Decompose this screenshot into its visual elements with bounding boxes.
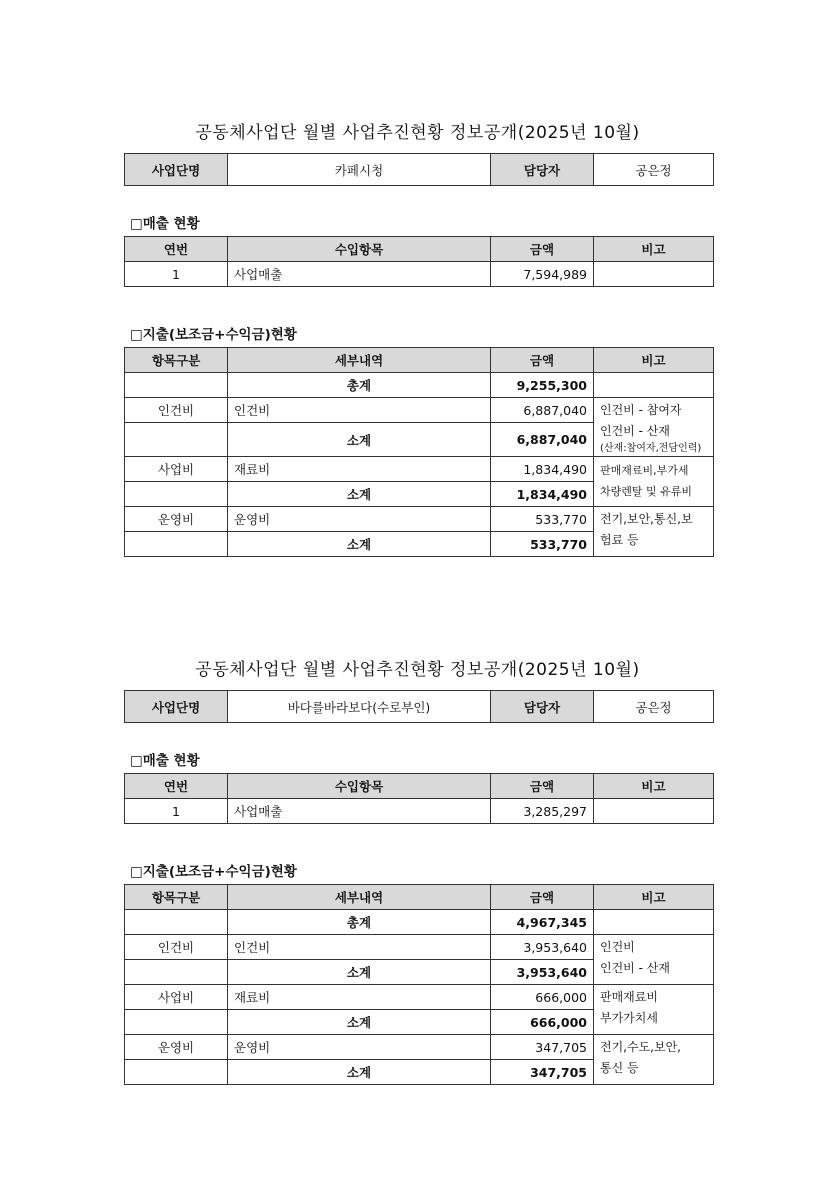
detail: 인건비: [228, 935, 491, 960]
info-table: [124, 690, 714, 723]
subtotal-label: 소계: [228, 1060, 491, 1085]
note-line: 통신 등: [600, 1061, 639, 1075]
total-amount: 9,255,300: [491, 373, 594, 398]
note-line: 판매재료비: [600, 990, 658, 1004]
note-line: 인건비 - 산재: [600, 424, 670, 438]
col-header: 금액: [491, 348, 594, 373]
table-header-row: [125, 774, 714, 799]
total-row: [125, 373, 714, 398]
col-header: 비고: [594, 774, 714, 799]
table-row: [125, 398, 714, 423]
category: 인건비: [125, 398, 228, 423]
col-header: 연번: [125, 774, 228, 799]
col-header: 세부내역: [228, 348, 491, 373]
manager-label: 담당자: [491, 691, 594, 723]
note-line: 인건비 - 산재: [600, 961, 670, 975]
amount: 3,953,640: [491, 935, 594, 960]
expense-heading: □지출(보조금+수익금)현황: [130, 864, 297, 880]
col-header: 수입항목: [228, 237, 491, 262]
amount: 533,770: [491, 507, 594, 532]
detail: 재료비: [228, 457, 491, 482]
col-header: 금액: [491, 237, 594, 262]
report-title: 공동체사업단 월별 사업추진현황 정보공개(2025년 10월): [195, 660, 640, 680]
note-line: (산재:참여자,전담인력): [600, 443, 702, 454]
expense-table: [124, 347, 714, 557]
category: 사업비: [125, 457, 228, 482]
row-note: [594, 262, 714, 287]
sales-heading: □매출 현황: [130, 753, 200, 769]
col-header: 세부내역: [228, 885, 491, 910]
sales-heading: □매출 현황: [130, 216, 200, 232]
note: [594, 398, 714, 457]
note: [594, 457, 714, 507]
row-item: 사업매출: [228, 799, 491, 824]
amount: 666,000: [491, 985, 594, 1010]
detail: 운영비: [228, 1035, 491, 1060]
col-header: 금액: [491, 774, 594, 799]
org-label: 사업단명: [125, 154, 228, 186]
table-row: [125, 457, 714, 482]
col-header: 비고: [594, 237, 714, 262]
report-title: 공동체사업단 월별 사업추진현황 정보공개(2025년 10월): [195, 123, 640, 143]
table-row: [125, 1035, 714, 1060]
expense-heading: □지출(보조금+수익금)현황: [130, 327, 297, 343]
subtotal-label: 소계: [228, 1010, 491, 1035]
subtotal-label: 소계: [228, 482, 491, 507]
category: 운영비: [125, 1035, 228, 1060]
col-header: 항목구분: [125, 348, 228, 373]
note-line: 인건비: [600, 940, 635, 954]
sales-table: [124, 773, 714, 824]
note-line: 전기,보안,통신,보: [600, 512, 693, 526]
category: 사업비: [125, 985, 228, 1010]
expense-table: [124, 884, 714, 1085]
manager-value: 공은정: [594, 691, 714, 723]
org-value: 바다를바라보다(수로부인): [228, 691, 491, 723]
subtotal-amount: 666,000: [491, 1010, 594, 1035]
note-line: 험료 등: [600, 533, 639, 547]
sales-table: [124, 236, 714, 287]
total-row: [125, 910, 714, 935]
note: [594, 1035, 714, 1085]
note: [594, 985, 714, 1035]
row-no: 1: [125, 262, 228, 287]
org-value: 카페시청: [228, 154, 491, 186]
subtotal-label: 소계: [228, 532, 491, 557]
manager-label: 담당자: [491, 154, 594, 186]
amount: 1,834,490: [491, 457, 594, 482]
manager-value: 공은정: [594, 154, 714, 186]
subtotal-amount: 533,770: [491, 532, 594, 557]
note-line: 판매재료비,부가세: [600, 464, 689, 477]
row-amount: 3,285,297: [491, 799, 594, 824]
total-label: 총계: [228, 373, 491, 398]
col-header: 연번: [125, 237, 228, 262]
table-header-row: [125, 348, 714, 373]
subtotal-amount: 347,705: [491, 1060, 594, 1085]
note-line: 전기,수도,보안,: [600, 1040, 681, 1054]
category: 운영비: [125, 507, 228, 532]
row-amount: 7,594,989: [491, 262, 594, 287]
note: [594, 935, 714, 985]
note: [594, 507, 714, 557]
table-row: [125, 507, 714, 532]
amount: 6,887,040: [491, 398, 594, 423]
row-no: 1: [125, 799, 228, 824]
col-header: 금액: [491, 885, 594, 910]
detail: 운영비: [228, 507, 491, 532]
org-label: 사업단명: [125, 691, 228, 723]
note-line: 차량렌탈 및 유류비: [600, 485, 693, 498]
col-header: 항목구분: [125, 885, 228, 910]
table-row: [125, 935, 714, 960]
total-amount: 4,967,345: [491, 910, 594, 935]
subtotal-amount: 1,834,490: [491, 482, 594, 507]
note-line: 인건비 - 참여자: [600, 403, 682, 417]
category: 인건비: [125, 935, 228, 960]
total-label: 총계: [228, 910, 491, 935]
col-header: 비고: [594, 885, 714, 910]
subtotal-label: 소계: [228, 960, 491, 985]
table-header-row: [125, 885, 714, 910]
subtotal-amount: 3,953,640: [491, 960, 594, 985]
row-note: [594, 799, 714, 824]
table-header-row: [125, 237, 714, 262]
col-header: 수입항목: [228, 774, 491, 799]
info-table: [124, 153, 714, 186]
table-row: [125, 985, 714, 1010]
detail: 재료비: [228, 985, 491, 1010]
table-row: [125, 799, 714, 824]
subtotal-amount: 6,887,040: [491, 423, 594, 457]
detail: 인건비: [228, 398, 491, 423]
note-line: 부가가치세: [600, 1011, 658, 1025]
amount: 347,705: [491, 1035, 594, 1060]
row-item: 사업매출: [228, 262, 491, 287]
subtotal-label: 소계: [228, 423, 491, 457]
col-header: 비고: [594, 348, 714, 373]
table-row: [125, 262, 714, 287]
